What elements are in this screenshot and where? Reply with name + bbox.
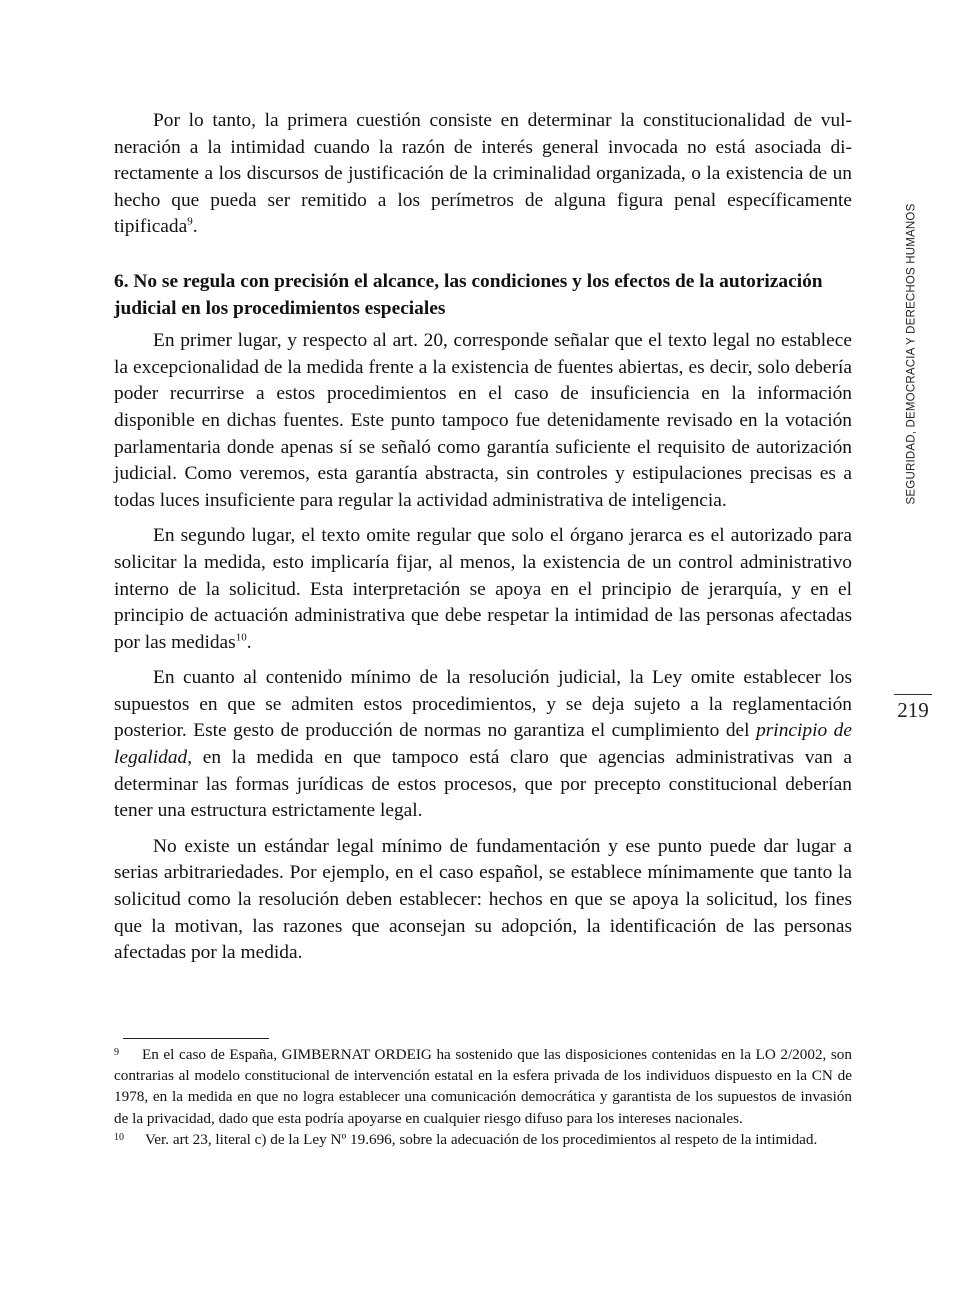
page-body bbox=[114, 108, 852, 976]
paragraph-2-end: . bbox=[246, 631, 252, 653]
footnote-10: 10 Ver. art 23, literal c) de la Ley Nº 19.696, sobre la adecuación de los procedimientos al respeto de la intimidad. bbox=[114, 1130, 818, 1148]
section-heading: 6. No se regula con precisión el alcance, las condiciones y los efectos de la autorización judicial en los procedimientos especiales bbox=[114, 270, 823, 319]
intro-paragraph bbox=[114, 108, 852, 241]
footnotes bbox=[114, 1044, 852, 1150]
footnote-separator bbox=[123, 1038, 269, 1039]
side-title-text: SEGURIDAD, DEMOCRACIA Y DERECHOS HUMANOS bbox=[905, 203, 917, 505]
footnote-ref-10[interactable]: 10 bbox=[235, 631, 247, 644]
paragraph-2 bbox=[114, 523, 852, 656]
paragraph-3-text-a: En cuanto al contenido mínimo de la resolución judicial, la Ley omite establecer los supuestos en que se admiten estos procedimientos, y se deja sujeto a la reglamentación posterior. Este gesto de producción de normas no garantiza el cumplimiento del bbox=[114, 667, 852, 742]
paragraph-3-text-b: , en la medida en que tampoco está claro que agencias administrativas van a determinar las formas jurídicas de estos procesos, que por precepto constitucional deberían tener una estructura estrictamente legal. bbox=[114, 747, 852, 822]
intro-paragraph-text: Por lo tanto, la primera cuestión consiste en determinar la constitucionalidad de vulneración a la intimidad cuando la razón de interés general invocada no está asociada directamente a los discursos de justificación de la criminalidad organizada, o la existencia de un hecho que pueda ser remitido a los perímetros de alguna figura penal específicamente tipificada bbox=[114, 110, 852, 238]
footnote-text: Ver. art 23, literal c) de la Ley Nº 19.696, sobre la adecuación de los procedimientos al respeto de la intimidad. bbox=[145, 1130, 818, 1148]
footnote-ref-9[interactable]: 9 bbox=[187, 215, 193, 228]
paragraph-4: No existe un estándar legal mínimo de fundamentación y ese punto puede dar lugar a serias arbitrariedades. Por ejemplo, en el caso español, se establece mínimamente que tanto la solicitud como la resolución deben establecer: hechos en que se apoya la solicitud, los fines que la motivan, las razones que aconsejan su adopción, la identificación de las personas afectadas por la medida. bbox=[114, 835, 852, 964]
page-number: 219 bbox=[897, 698, 929, 722]
paragraph-2-text: En segundo lugar, el texto omite regular que solo el órgano jerarca es el autorizado para solicitar la medida, esto implicaría fijar, al menos, la existencia de un control administrativo interno de la solicitud. Esta interpretación se apoya en el principio de jerarquía, y en el principio de actuación administrativa que debe respetar la intimidad de las personas afectadas por las medidas bbox=[114, 525, 852, 653]
principle-of-legality-term: principio de legalidad bbox=[114, 720, 852, 769]
intro-paragraph-end: . bbox=[192, 216, 198, 238]
page-number-rule bbox=[894, 694, 932, 695]
running-side-title bbox=[901, 195, 921, 513]
paragraph-1: En primer lugar, y respecto al art. 20, corresponde señalar que el texto legal no establece la excepcionalidad de la medida frente a la existencia de fuentes abiertas, es decir, solo debería poder recurrirse a estos procedimientos en el caso de insuficiencia en la información disponible en dichas fuentes. Este punto tampoco fue detenidamente revisado en la votación parlamentaria donde apenas sí se señaló como garantía suficiente el requisito de autorización judicial. Como veremos, esta garantía abstracta, sin controles y estipulaciones precisas es a todas luces insuficiente para regular la actividad administrativa de inteligencia. bbox=[114, 330, 852, 511]
footnote-text: En el caso de España, GIMBERNAT ORDEIG ha sostenido que las disposiciones contenidas en la LO 2/2002, son contrarias al modelo constitucional de intervención estatal en la esfera privada de los individuos dispuesto en la CN de 1978, en la medida en que no logra establecer una comunicación democrática y garantista de los supuestos de invasión de la privacidad, dado que esta podría apoyarse en cualquier riesgo difuso para los intereses nacionales. bbox=[114, 1046, 852, 1127]
paragraph-3 bbox=[114, 665, 852, 825]
footnote-9: 9 En el caso de España, GIMBERNAT ORDEIG ha sostenido que las disposiciones contenidas en la LO 2/2002, son contrarias al modelo constitucional de intervención estatal en la esfera privada de los individuos dispuesto en la CN de 1978, en la medida en que no logra establecer una comunicación democrática y garantista de los supuestos de invasión de la privacidad, dado que esta podría apoyarse en cualquier riesgo difuso para los intereses nacionales. bbox=[114, 1046, 852, 1127]
